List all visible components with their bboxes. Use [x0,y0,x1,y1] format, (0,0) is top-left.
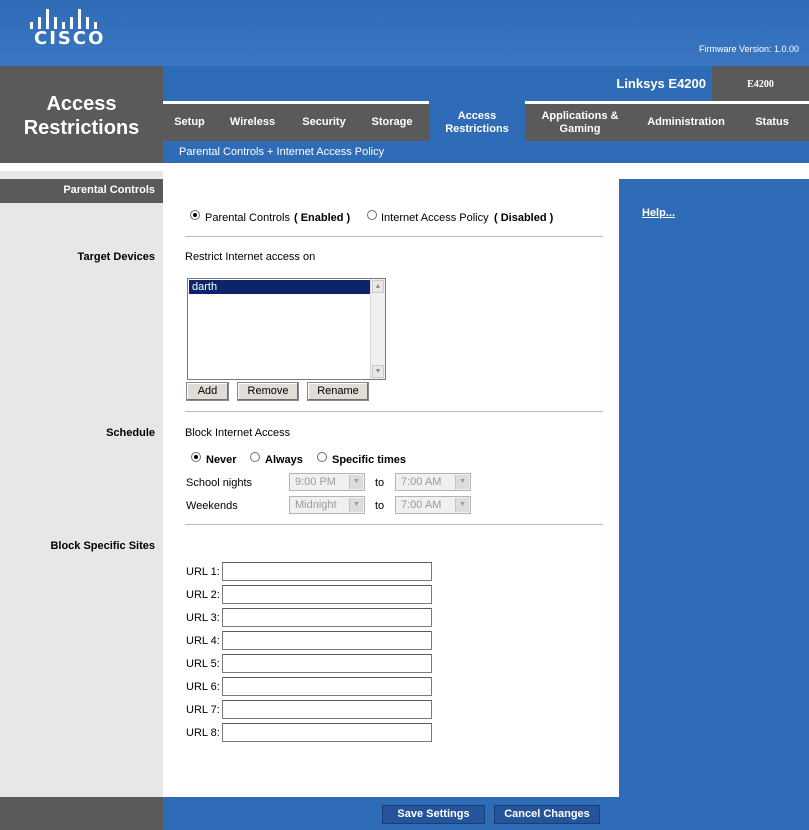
parental-controls-label: Parental Controls [205,212,290,224]
internet-access-policy-status: ( Disabled ) [494,212,554,224]
weekends-label: Weekends [186,500,238,512]
model-name: Linksys E4200 [616,76,706,91]
parental-controls-radio[interactable] [190,210,200,220]
weekends-to-value: 7:00 AM [401,499,442,511]
page-title: Access Restrictions [23,93,140,139]
tab-setup[interactable]: Setup [174,116,205,128]
remove-device-button[interactable]: Remove [237,382,299,401]
schedule-never-radio[interactable] [191,452,201,462]
scroll-down-icon[interactable]: ▼ [372,365,384,378]
sub-tab-bar [163,141,809,163]
chevron-down-icon: ▼ [349,475,363,489]
footer [0,797,809,830]
url-label: URL 3: [186,612,220,624]
tab-security[interactable]: Security [302,116,346,128]
url-3-input[interactable] [222,608,432,627]
device-list-scrollbar[interactable] [370,279,385,379]
section-label-target-devices: Target Devices [77,251,155,263]
help-link[interactable]: Help... [642,207,676,219]
schedule-always-radio[interactable] [250,452,260,462]
url-4-input[interactable] [222,631,432,650]
model-bar [163,66,809,101]
content-panel [163,171,619,797]
divider [185,236,603,237]
schedule-specific-radio[interactable] [317,452,327,462]
save-settings-button[interactable]: Save Settings [382,805,485,824]
left-column [0,171,163,797]
restrict-caption: Restrict Internet access on [185,251,316,263]
school-nights-to-select[interactable] [395,473,471,491]
school-nights-to-value: 7:00 AM [401,476,442,488]
cisco-wordmark: CISCO [34,28,106,49]
add-device-button[interactable]: Add [186,382,229,401]
url-7-input[interactable] [222,700,432,719]
divider [185,524,603,525]
device-list[interactable] [187,278,386,380]
section-header [0,179,163,203]
url-2-input[interactable] [222,585,432,604]
url-1-input[interactable] [222,562,432,581]
section-label-parental-controls: Parental Controls [63,184,155,196]
model-code: E4200 [712,66,809,101]
url-label: URL 5: [186,658,220,670]
chevron-down-icon: ▼ [455,475,469,489]
tab-storage[interactable]: Storage [371,116,413,128]
divider [185,411,603,412]
url-label: URL 2: [186,589,220,601]
rename-device-button[interactable]: Rename [307,382,369,401]
tab-wireless[interactable]: Wireless [229,116,276,128]
weekends-to-select[interactable] [395,496,471,514]
weekends-from-select[interactable] [289,496,365,514]
cisco-logo [28,7,108,51]
internet-access-policy-radio[interactable] [367,210,377,220]
parental-controls-status: ( Enabled ) [294,212,351,224]
url-6-input[interactable] [222,677,432,696]
tab-applications-gaming[interactable]: Applications & Gaming [541,109,619,135]
section-label-schedule: Schedule [106,427,155,439]
school-nights-label: School nights [186,477,253,489]
weekends-from-value: Midnight [295,499,337,511]
weekends-to-label: to [375,500,385,512]
schedule-never-label: Never [206,454,237,466]
header [0,0,809,66]
url-label: URL 6: [186,681,220,693]
page-title-block [0,66,163,163]
footer-right [619,797,809,830]
url-label: URL 1: [186,566,220,578]
url-label: URL 7: [186,704,220,716]
schedule-specific-label: Specific times [332,454,406,466]
footer-left [0,797,163,830]
url-label: URL 8: [186,727,220,739]
url-8-input[interactable] [222,723,432,742]
tab-status[interactable]: Status [755,116,789,128]
chevron-down-icon: ▼ [455,498,469,512]
footer-actions [163,797,619,830]
block-access-caption: Block Internet Access [185,427,291,439]
tab-administration[interactable]: Administration [647,116,725,128]
main-tab-bar [163,101,809,141]
tab-access-restrictions[interactable]: Access Restrictions [429,101,525,141]
url-5-input[interactable] [222,654,432,673]
scroll-up-icon[interactable]: ▲ [372,280,384,293]
cancel-changes-button[interactable]: Cancel Changes [494,805,600,824]
chevron-down-icon: ▼ [349,498,363,512]
help-column [619,171,809,797]
subtab-parental-controls[interactable]: Parental Controls + Internet Access Policy [179,146,385,158]
cisco-bars-icon [28,7,108,29]
device-list-item[interactable]: darth [189,280,370,294]
school-nights-from-value: 9:00 PM [295,476,336,488]
schedule-always-label: Always [265,454,303,466]
firmware-version: Firmware Version: 1.0.00 [698,44,799,54]
section-label-block-sites: Block Specific Sites [50,540,155,552]
internet-access-policy-label: Internet Access Policy [381,212,489,224]
url-label: URL 4: [186,635,220,647]
school-nights-to-label: to [375,477,385,489]
school-nights-from-select[interactable] [289,473,365,491]
